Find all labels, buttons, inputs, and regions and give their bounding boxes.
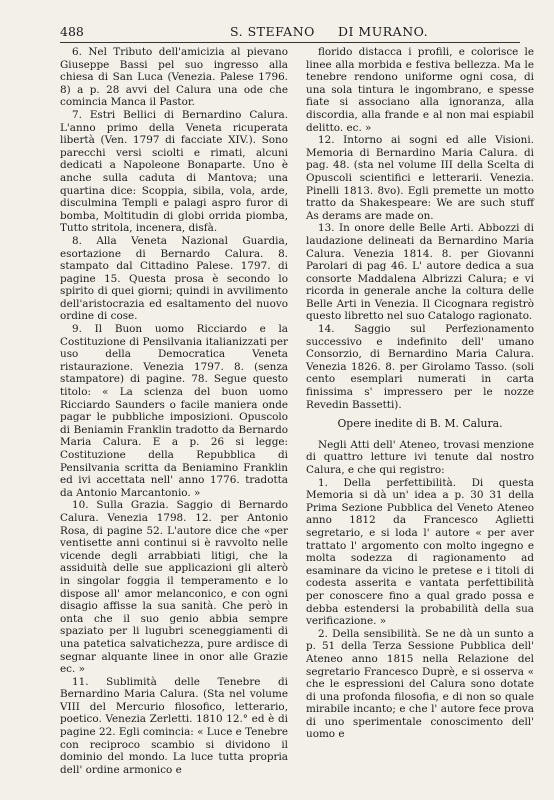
unpublished-1: 1. Della perfettibilità. Di questa Memoria si dà un' idea a p. 30 31 della Prima Sezione Pubblica del Veneto Ateneo anno 1812 da Francesco Aglietti segretario, e si loda l' autore « per aver trattato l' argomento con molto ingegno e molta sodezza di ragionamento ad esaminare da vicino le pretese e i titoli di codesta asserita e vantata perfettibilità per conoscere fino a qual grado possa e debba estendersi la probabilità della sua verificazione. »: [306, 476, 534, 628]
unpublished-2: 2. Della sensibilità. Se ne dà un sunto a p. 51 della Terza Sessione Pubblica dell' Ateneo anno 1815 nella Relazione del segretario Francesco Duprè, e si osserva « che le espressioni del Calura sono dotate di una profonda filosofia, e di non so quale mirabile incanto; e che l' autore fece prova di uno sperimentale conoscimento dell' uomo e: [306, 627, 534, 741]
entry-8: 8. Alla Veneta Nazional Guardia, esortazione di Bernardo Calura. 8. stampato dal Cittadino Palese. 1797. di pagine 15. Questa prosa è secondo lo spirito di quei giorni; quindi in avvilimento dell'aristocrazia ed esaltamento del nuovo ordine di cose.: [60, 234, 288, 323]
entry-10: 10. Sulla Grazia. Saggio di Bernardo Calura. Venezia 1798. 12. per Antonio Rosa, di pagine 52. L'autore dice che «per ventisette anni continui si è ravvolto nelle vicende degli arrabbiati litigi, che la assiduità delle sue applicazioni gli alterò in singolar foggia il temperamento e lo dispose all' amor melanconico, e con ogni disagio affisse la sua sanità. Che però in onta che il suo genio abbia sempre spaziato per li lugubri sceneggiamenti di una patetica salvatichezza, pure ardisce di segnar alquante linee in onor alle Grazie ec. »: [60, 499, 288, 676]
entry-14: 14. Saggio sul Perfezionamento successivo e indefinito dell' umano Consorzio, di Bernardino Maria Calura. Venezia 1826. 8. per Girolamo Tasso. (soli cento esemplari numerati in carta finissima s' impressero per le nozze Revedin Bassetti).: [306, 323, 534, 411]
running-title-right: DI MURANO.: [338, 24, 429, 39]
entry-11: 11. Sublimità delle Tenebre di Bernardino Maria Calura. (Sta nel volume VIII del Mercurio filosofico, letterario, poetico. Venezia Zerletti. 1810 12.° ed è di pagine 22. Egli comincia: « Luce e Tenebre con reciproco scambio si dividono il dominio del mondo. La luce tutta propria dell' ordine armonico e: [60, 675, 288, 776]
entry-6: 6. Nel Tributo dell'amicizia al pievano Giuseppe Bassi pel suo ingresso alla chiesa di San Luca (Venezia. Palese 1796. 8) a p. 28 avvi del Calura una ode che comincia Manca il Pastor.: [60, 46, 288, 109]
running-title-left: S. STEFANO: [230, 24, 315, 39]
entry-9: 9. Il Buon uomo Ricciardo e la Costituzione di Pensilvania italianizzati per uso della Democratica Veneta ristaurazione. Venezia 1797. 8. (senza stampatore) di pagine. 78. Segue questo titolo: « La scienza del buon uomo Ricciardo Saunders o facile maniera onde pagar le pubbliche imposizioni. Opuscolo di Beniamin Franklin tradotto da Bernardo Maria Calura. E a p. 26 si legge: Costituzione della Repubblica di Pensilvania scritta da Beniamino Franklin ed ivi accettata nell' anno 1776. tradotta da Antonio Marcantonio. »: [60, 323, 288, 499]
entry-11-continued: florido distacca i profili, e colorisce le linee alla morbida e festiva bellezza. Ma le tenebre rendono uniforme ogni cosa, di una sola tintura le ingombrano, e spesse fiate si associano alla ignoranza, alla discordia, alla frande e al non mai espiabil delitto. ec. »: [306, 46, 534, 134]
entry-13: 13. In onore delle Belle Arti. Abbozzi di laudazione delineati da Bernardino Maria Calura. Venezia 1814. 8. per Giovanni Parolari di pag 46. L' autore dedica a sua consorte Maddalena Albrizzi Calura; e vi ricorda in generale anche la coltura delle Belle Arti in Venezia. Il Cicognara registrò questo libretto nel suo Catalogo ragionato.: [306, 222, 534, 323]
left-column: [60, 46, 288, 776]
section-intro: Negli Atti dell' Ateneo, trovasi menzione di quattro letture ivi tenute dal nostro Calura, e che qui registro:: [306, 438, 534, 476]
right-column: [306, 46, 534, 741]
entry-12: 12. Intorno ai sogni ed alle Visioni. Memoria di Bernardino Maria Calura. di pag. 48. (sta nel volume III della Scelta di Opuscoli scientifici e letterarii. Venezia. Pinelli 1813. 8vo). Egli premette un motto tratto da Shakespeare: We are such stuff As derams are made on.: [306, 134, 534, 222]
header-rule: [60, 42, 520, 43]
running-header: [0, 24, 554, 40]
entry-7: 7. Estri Bellici di Bernardino Calura. L'anno primo della Veneta ricuperata libertà (Ven. 1797 di facciate XIV.). Sono parecchi versi sciolti e rimati, alcuni dedicati a Napoleone Bonaparte. Uno è anche sulla caduta di Mantova; una quartina dice: Scoppia, sibila, vola, arde, disculmina Templi e palagi aspro furor di bomba, Moltitudin di globi orrida piomba, Tutto stritola, incenera, disfà.: [60, 108, 288, 235]
section-heading: Opere inedite di B. M. Calura.: [337, 417, 503, 431]
page-number: 488: [60, 24, 84, 39]
